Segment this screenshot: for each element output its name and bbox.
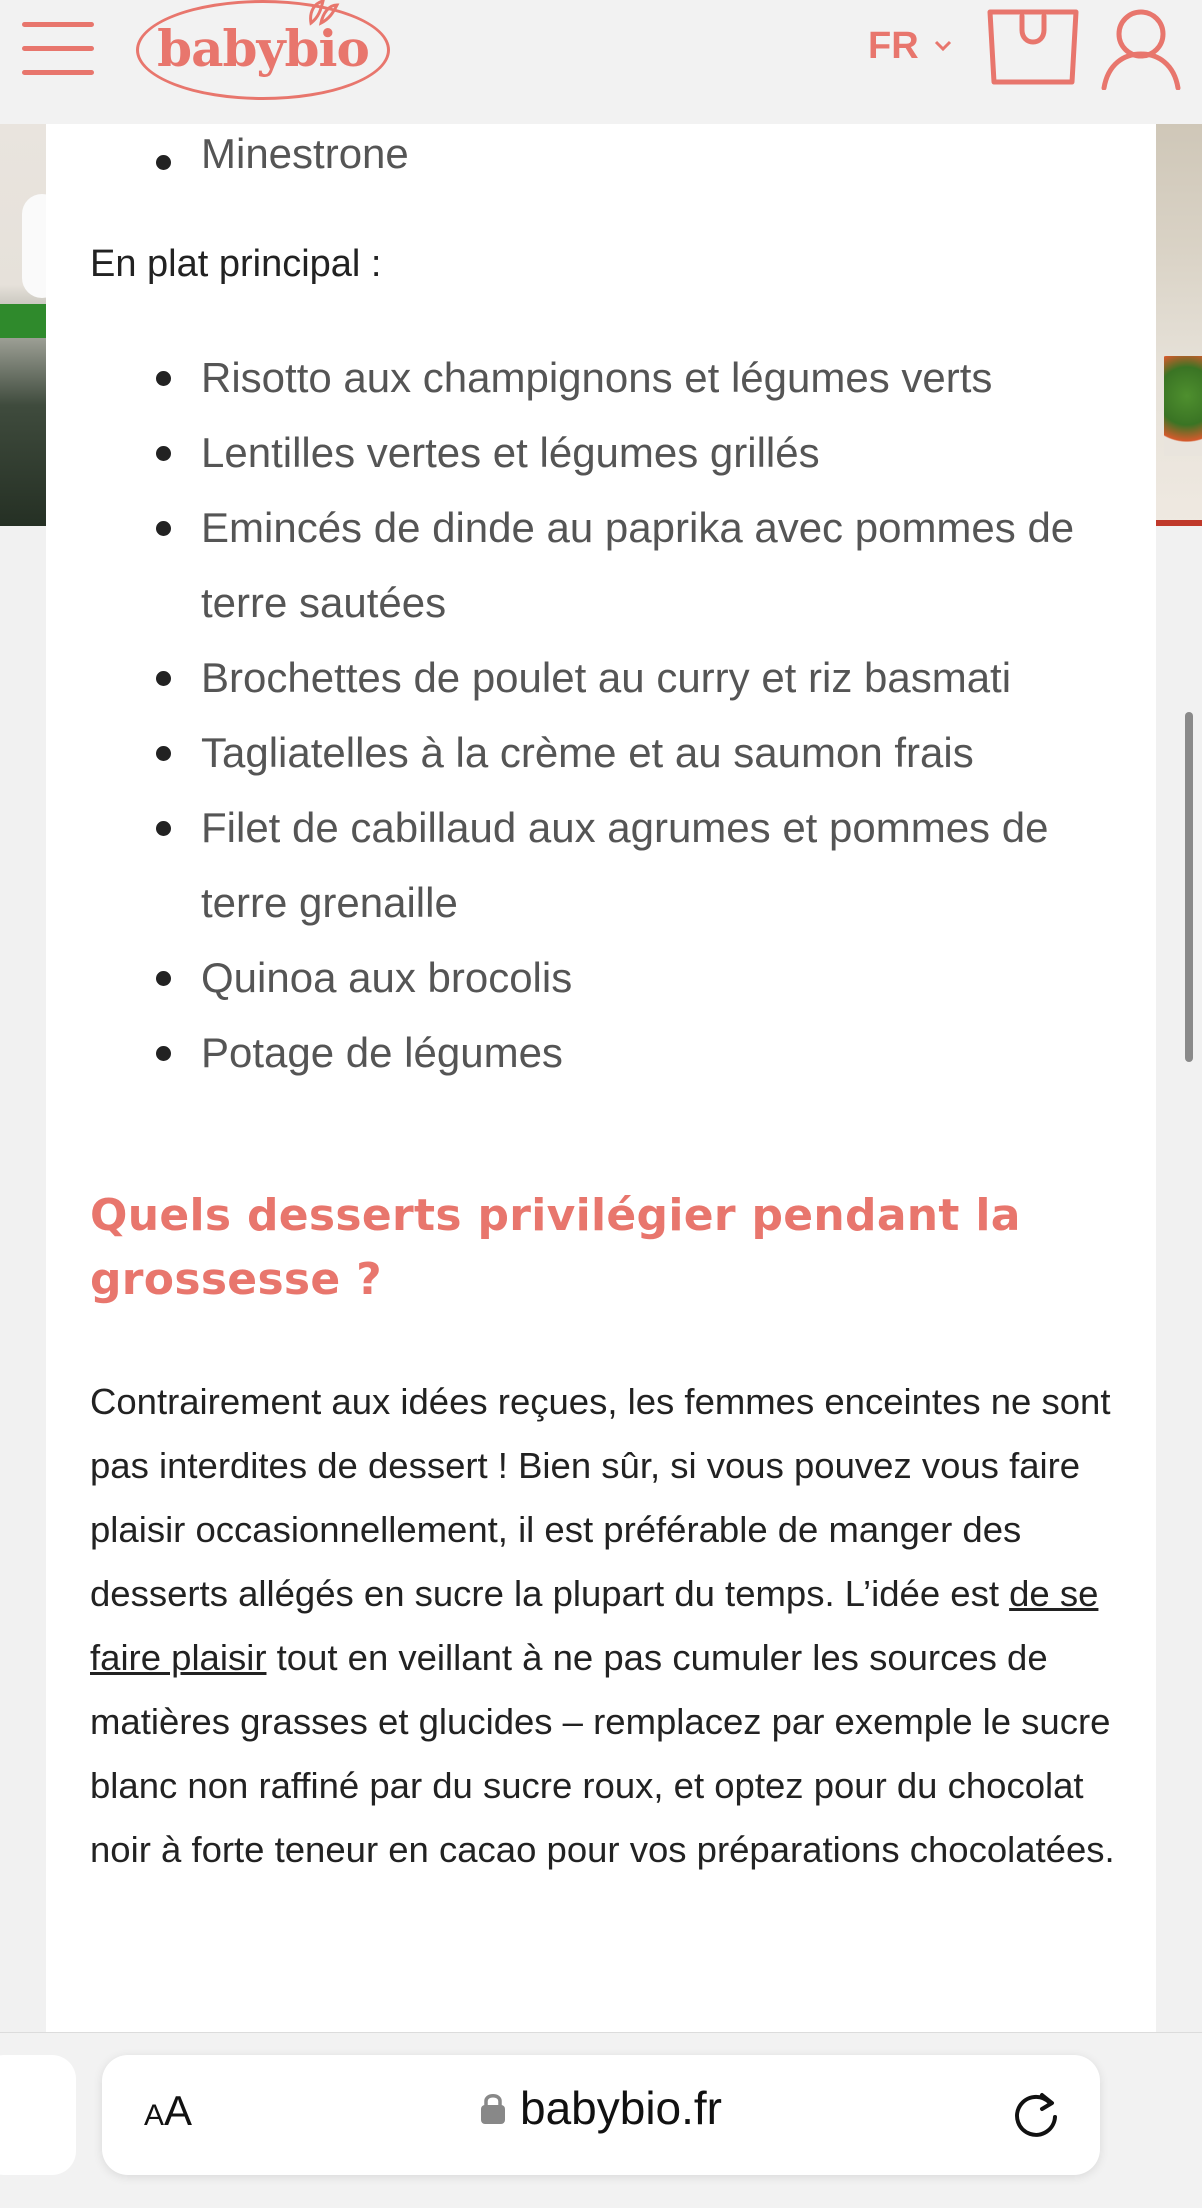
logo-leaf-icon [305, 0, 341, 27]
menu-icon[interactable] [22, 22, 94, 78]
list-item: Filet de cabillaud aux agrumes et pommes de terre grenaille [46, 790, 1156, 940]
list-item: Quinoa aux brocolis [46, 940, 1156, 1015]
inline-link[interactable]: de se faire plaisir [90, 1573, 1099, 1678]
logo-text: babybio [157, 18, 369, 78]
main-course-label: En plat principal : [90, 243, 382, 285]
lock-icon [480, 2091, 506, 2125]
main-course-list [46, 340, 1156, 1090]
browser-toolbar [0, 2032, 1202, 2208]
url-text: babybio.fr [519, 2082, 722, 2134]
list-item: Brochettes de poulet au curry et riz basmati [46, 640, 1156, 715]
chevron-down-icon [933, 39, 953, 53]
list-item: Risotto aux champignons et légumes verts [46, 340, 1156, 415]
site-logo[interactable] [136, 0, 390, 100]
reload-icon[interactable] [1010, 2089, 1062, 2141]
paragraph-text: tout en veillant à ne pas cumuler les sources de matières grasses et glucides – remplacez par exemple le sucre blanc non raffiné par du sucre roux, et optez pour du chocolat noir à forte teneur en cacao pour vos préparations chocolatées. [90, 1637, 1115, 1870]
url-display[interactable] [102, 2081, 1100, 2135]
user-icon[interactable] [1100, 6, 1182, 90]
section-heading: Quels desserts privilégier pendant la grossesse ? [90, 1190, 1021, 1305]
dessert-paragraph [90, 1370, 1130, 1882]
list-item: Tagliatelles à la crème et au saumon frais [46, 715, 1156, 790]
site-header [0, 0, 1202, 124]
list-item: Minestrone [46, 124, 1156, 184]
background-vegetables [1164, 356, 1202, 456]
article-content [46, 124, 1156, 2032]
list-item: Potage de légumes [46, 1015, 1156, 1090]
address-bar[interactable] [102, 2055, 1100, 2175]
language-selector[interactable] [868, 24, 953, 68]
list-item: Emincés de dinde au paprika avec pommes de terre sautées [46, 490, 1156, 640]
background-green-strip [0, 304, 46, 338]
scrollbar[interactable] [1185, 712, 1193, 1062]
background-red-strip [1156, 520, 1202, 526]
language-label: FR [868, 24, 919, 67]
list-item: Lentilles vertes et légumes grillés [46, 415, 1156, 490]
shopping-bag-icon[interactable] [986, 8, 1080, 86]
background-image-right [1156, 124, 1202, 526]
text-size-button[interactable]: AA [144, 2087, 193, 2134]
background-image-left [0, 124, 46, 526]
previous-tab-preview[interactable] [0, 2055, 76, 2175]
soup-list [46, 124, 1156, 184]
paragraph-text: Contrairement aux idées reçues, les femmes enceintes ne sont pas interdites de dessert ! Bien sûr, si vous pouvez vous faire plaisir occasionnellement, il est préférable de manger des desserts allégés en sucre la plupart du temps. L’idée est [90, 1381, 1111, 1614]
